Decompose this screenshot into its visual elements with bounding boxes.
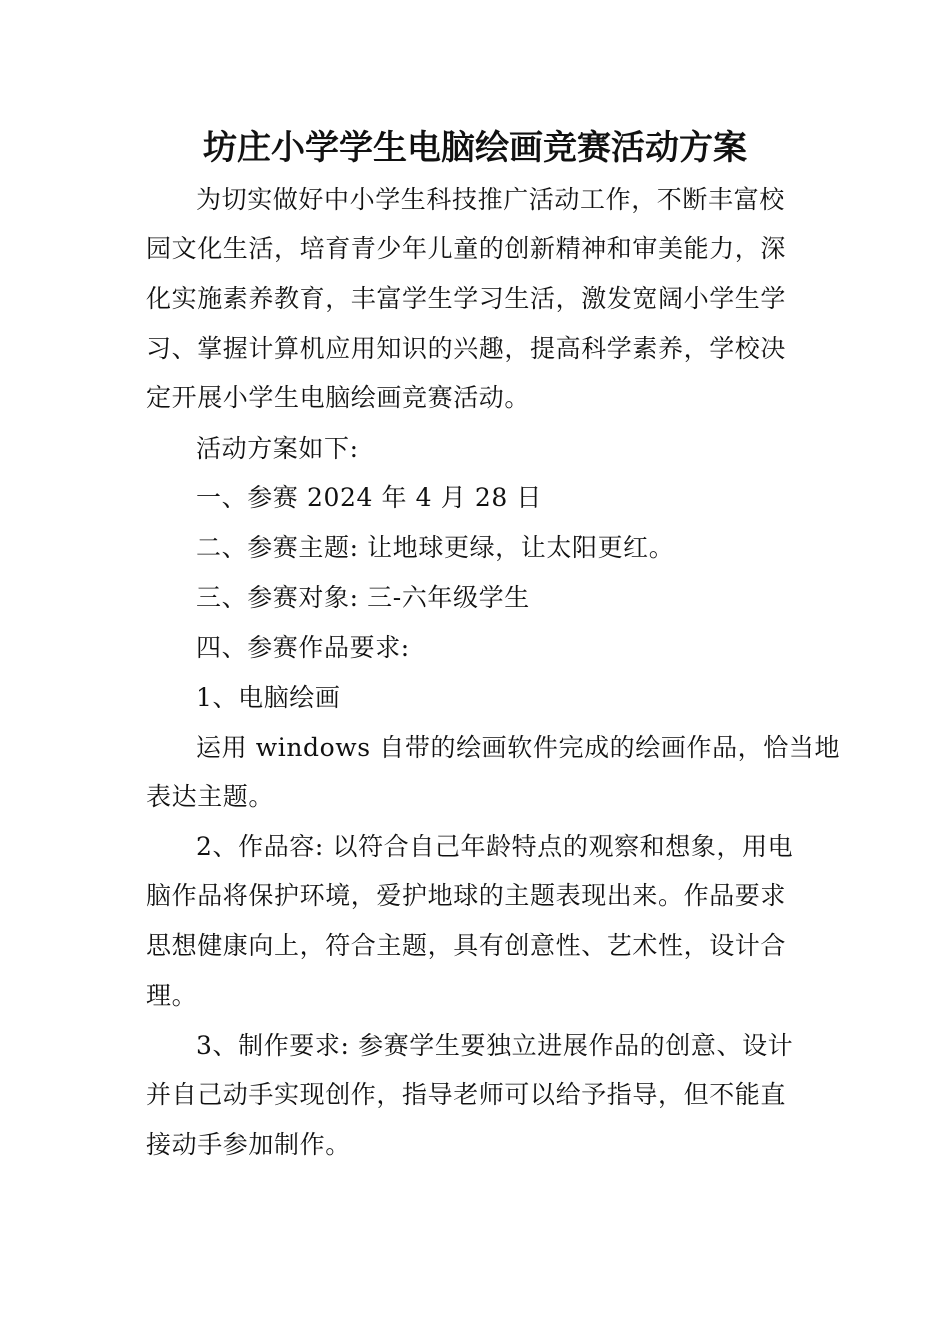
paragraph-line: 定开展小学生电脑绘画竞赛活动。 — [146, 383, 531, 412]
paragraph-line: 一、参赛 2024 年 4 月 28 日 — [196, 483, 543, 512]
paragraph-line: 接动手参加制作。 — [146, 1130, 351, 1159]
document-title: 坊庄小学学生电脑绘画竞赛活动方案 — [203, 128, 747, 168]
paragraph-line: 思想健康向上，符合主题，具有创意性、艺术性，设计合 — [146, 931, 787, 960]
paragraph-line: 化实施素养教育，丰富学生学习生活，激发宽阔小学生学 — [146, 284, 787, 313]
paragraph-line: 脑作品将保护环境，爱护地球的主题表现出来。作品要求 — [146, 881, 787, 910]
paragraph-line: 1、电脑绘画 — [196, 683, 341, 712]
paragraph-line: 习、掌握计算机应用知识的兴趣，提高科学素养，学校决 — [146, 334, 787, 363]
paragraph-line: 运用 windows 自带的绘画软件完成的绘画作品，恰当地 — [196, 733, 841, 762]
paragraph-line: 二、参赛主题: 让地球更绿，让太阳更红。 — [196, 533, 675, 562]
paragraph-line: 四、参赛作品要求: — [196, 633, 410, 662]
paragraph-line: 并自己动手实现创作，指导老师可以给予指导，但不能直 — [146, 1080, 787, 1109]
paragraph-line: 表达主题。 — [146, 782, 275, 811]
paragraph-line: 园文化生活，培育青少年儿童的创新精神和审美能力，深 — [146, 234, 787, 263]
paragraph-line: 三、参赛对象: 三-六年级学生 — [196, 583, 530, 612]
paragraph-line: 理。 — [146, 981, 198, 1010]
paragraph-line: 2、作品容: 以符合自己年龄特点的观察和想象，用电 — [196, 832, 794, 861]
paragraph-line: 为切实做好中小学生科技推广活动工作，不断丰富校 — [196, 185, 785, 214]
paragraph-line: 3、制作要求: 参赛学生要独立进展作品的创意、设计 — [196, 1031, 794, 1060]
paragraph-line: 活动方案如下: — [196, 434, 359, 463]
